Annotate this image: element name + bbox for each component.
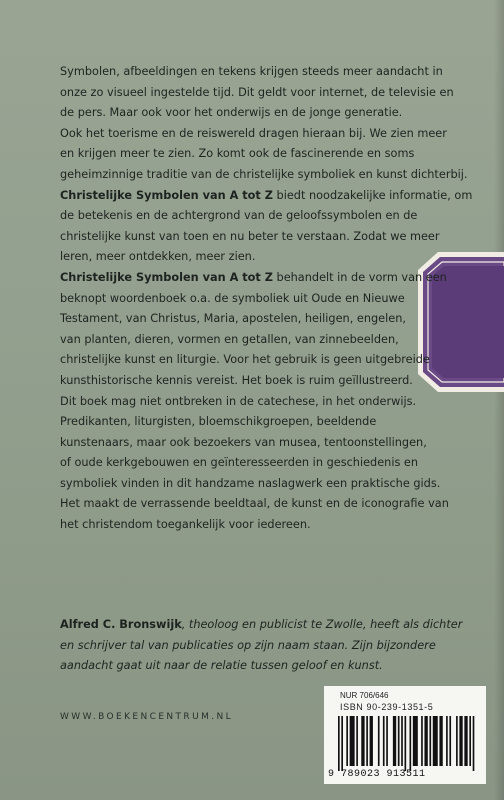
blurb-line-rest: biedt noodzakelijke informatie, om (272, 188, 473, 202)
barcode-bar (341, 716, 343, 771)
barcode-bar (378, 716, 380, 766)
nur-code: NUR 706/646 (340, 691, 389, 700)
blurb-line: of oude kerkgebouwen en geïnteresseerden in geschiedenis en (60, 456, 419, 470)
blurb-line: christelijke kunst en liturgie. Voor het gebruik is geen uitgebreide (60, 353, 430, 367)
barcode-bar (366, 716, 368, 766)
blurb-line: de betekenis en de achtergrond van de geloofssymbolen en de (60, 209, 418, 223)
barcode-bar (424, 716, 427, 766)
barcode-bar (338, 716, 340, 771)
barcode-bar (361, 716, 364, 766)
blurb-line: kunstenaars, maar ook bezoekers van musea, tentoonstellingen, (60, 435, 427, 449)
barcode-bar (456, 716, 458, 766)
barcode-bar (446, 716, 448, 766)
barcode-bars (338, 716, 476, 771)
blurb-line: kunsthistorische kennis vereist. Het boek is ruim geïllustreerd. (60, 373, 413, 387)
blurb-line: Testament, van Christus, Maria, apostelen, heiligen, engelen, (60, 312, 406, 326)
blurb-line: Predikanten, liturgisten, bloemschikgroepen, beeldende (60, 415, 377, 429)
author-bio (60, 615, 480, 677)
barcode-bar (473, 716, 475, 771)
barcode-bar (356, 716, 358, 766)
barcode-bar (413, 716, 418, 766)
barcode-bar (439, 716, 442, 766)
barcode-bar (405, 716, 407, 771)
barcode-bar (350, 716, 355, 766)
blurb-line-rest: behandelt in de vorm van een (272, 270, 447, 284)
blurb-line: van planten, dieren, vormen en getallen, van zinnebeelden, (60, 332, 399, 346)
blurb-line (60, 268, 460, 289)
blurb-line: Ook het toerisme en de reiswereld dragen hieraan bij. We zien meer (60, 126, 447, 140)
barcode-label (324, 686, 486, 784)
book-title-mention: Christelijke Symbolen van A tot Z (60, 270, 273, 284)
barcode-bar (401, 716, 403, 766)
author-bio-line (60, 615, 480, 636)
barcode-bar (409, 716, 411, 771)
blurb-line (60, 186, 473, 207)
publisher-website: WWW.BOEKENCENTRUM.NL (60, 712, 234, 722)
barcode-bar (469, 716, 471, 766)
blurb-line: de pers. Maar ook voor het onderwijs en de jonge generatie. (60, 106, 403, 120)
barcode-bar (370, 716, 373, 766)
barcode-bar (421, 716, 423, 766)
barcode-bar (383, 716, 385, 766)
author-bio-rest: , theoloog en publicist te Zwolle, heeft als dichter (181, 618, 463, 631)
barcode-bar (433, 716, 438, 766)
barcode-bar (464, 716, 467, 766)
blurb-line: Het maakt de verrassende beeldtaal, de kunst en de iconografie van (60, 497, 449, 511)
blurb-line: onze zo visueel ingestelde tijd. Dit geldt voor internet, de televisie en (60, 85, 454, 99)
author-bio-line: en schrijver tal van publicaties op zijn naam staan. Zijn bijzondere (60, 638, 436, 652)
blurb-line: het christendom toegankelijk voor iedereen. (60, 518, 311, 532)
barcode-bar (386, 716, 388, 766)
barcode-bar (398, 716, 400, 766)
author-name: Alfred C. Bronswijk (60, 618, 182, 631)
blurb-text (60, 62, 473, 536)
blurb-line: christelijke kunst van toen en nu beter te verstaan. Zodat we meer (60, 229, 440, 243)
spine-shadow (494, 0, 504, 800)
author-bio-line: aandacht gaat uit naar de relatie tussen geloof en kunst. (60, 659, 383, 673)
blurb-line: beknopt woordenboek o.a. de symboliek uit Oude en Nieuwe (60, 291, 405, 305)
barcode-bar (429, 716, 431, 766)
blurb-line: symboliek vinden in dit handzame naslagwerk een praktische gids. (60, 476, 441, 490)
isbn-number: ISBN 90-239-1351-5 (340, 702, 434, 712)
blurb-line: en krijgen meer te zien. Zo komt ook de fascinerende en soms (60, 147, 415, 161)
barcode-bar (449, 716, 451, 766)
book-title-mention: Christelijke Symbolen van A tot Z (60, 188, 273, 202)
blurb-line: Symbolen, afbeeldingen en tekens krijgen steeds meer aandacht in (60, 65, 443, 78)
barcode-bar (346, 716, 348, 766)
blurb-line: leren, meer ontdekken, meer zien. (60, 250, 256, 264)
barcode-bar (393, 716, 396, 766)
blurb-line: Dit boek mag niet ontbreken in de catechese, in het onderwijs. (60, 394, 417, 408)
blurb-line: geheimzinnige traditie van de christelijke symboliek en kunst dichterbij. (60, 167, 468, 181)
barcode-digits: 9 789023 913511 (328, 769, 426, 780)
barcode-bar (459, 716, 462, 766)
